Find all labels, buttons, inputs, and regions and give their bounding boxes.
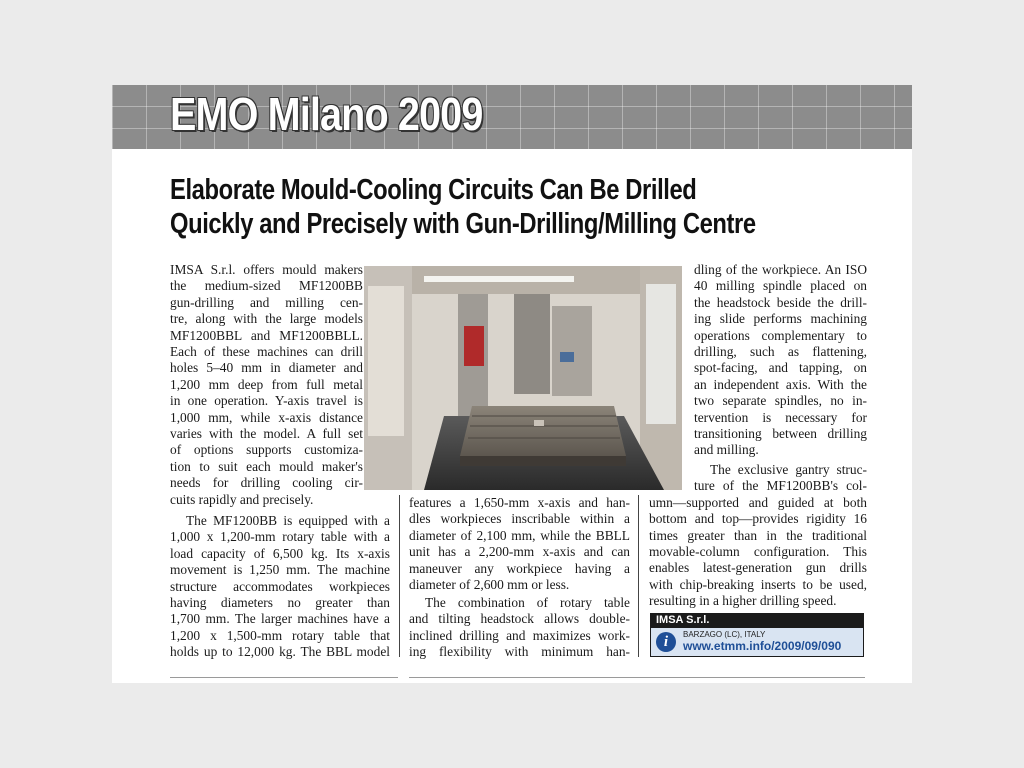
text-line: times greater than in the traditional	[649, 527, 867, 543]
text-line: gun-drilling and milling cen-	[170, 294, 363, 310]
text-line: features a 1,650-mm x-axis and han-	[409, 495, 630, 510]
text-line: resulting in a higher drilling speed.	[649, 593, 837, 609]
column-rule	[638, 495, 639, 657]
section-banner	[112, 85, 912, 149]
company-info-box	[650, 613, 864, 657]
col1-paragraph-1	[170, 262, 363, 508]
text-line: 1,200 mm deep from full metal	[170, 376, 363, 392]
text-line: ture of the MF1200BB's col-	[694, 478, 867, 494]
text-line: 1,700 mm. The larger machines have a	[170, 611, 390, 627]
info-box-body	[650, 628, 864, 657]
headline-line-1: Elaborate Mould-Cooling Circuits Can Be Drilled	[170, 174, 697, 206]
text-line: 40 milling spindle placed on	[694, 278, 867, 294]
company-name: IMSA S.r.l.	[650, 613, 864, 628]
banner-title: EMO Milano 2009	[170, 88, 483, 140]
text-line: structure accommodates workpieces	[170, 578, 390, 594]
text-line: Each of these machines can drill	[170, 344, 363, 360]
text-line: enables latest-generation gun drills	[649, 560, 867, 576]
text-line: dles workpieces inscribable within a	[409, 511, 630, 527]
text-line: IMSA S.r.l. offers mould makers	[170, 262, 363, 277]
text-line: and tilting headstock allows double-	[409, 611, 630, 627]
text-line: 1,000 mm, while x-axis distance	[170, 409, 363, 425]
col1-paragraph-2	[170, 513, 390, 661]
col2-paragraph-1	[409, 495, 630, 593]
text-line: The MF1200BB is equipped with a	[186, 513, 390, 528]
text-line: movable-column configuration. This	[649, 544, 867, 560]
col2-paragraph-2	[409, 595, 630, 661]
text-line: and milling.	[694, 442, 759, 458]
headline-line-2: Quickly and Precisely with Gun-Drilling/Milling Centre	[170, 208, 756, 240]
text-line: ing flexibility with minimum han-	[409, 644, 630, 660]
magazine-page	[112, 85, 912, 683]
text-line: diameter of 2,100 mm, while the BBLL	[409, 527, 630, 543]
text-line: tervention is necessary for	[694, 409, 867, 425]
text-line: varies with the model. A full set	[170, 426, 363, 442]
machine-photo	[364, 266, 682, 490]
text-line: in one operation. Y-axis travel is	[170, 393, 363, 409]
text-line: having diameters no greater than	[170, 595, 390, 611]
text-line: two separate spindles, no in-	[694, 393, 867, 409]
gun-drilling-machine-image	[364, 266, 682, 490]
column-rule	[399, 495, 400, 657]
text-line: transitioning between drilling	[694, 426, 867, 442]
col3-paragraph-2	[649, 462, 867, 610]
text-line: maneuver any workpiece having a	[409, 560, 630, 576]
text-line: drilling, such as flattening,	[694, 344, 867, 360]
text-line: tion to suit each mould maker's	[170, 458, 363, 474]
text-line: movement is 1,250 mm. The machine	[170, 562, 390, 578]
text-line: holes 5–40 mm in diameter and	[170, 360, 363, 376]
text-line: holds up to 12,000 kg. The BBL model	[170, 644, 390, 660]
text-line: 1,000 x 1,200-mm rotary table with a	[170, 529, 390, 545]
text-line: the medium-sized MF1200BB	[170, 278, 363, 294]
info-link[interactable]: www.etmm.info/2009/09/090	[683, 639, 842, 653]
text-line: umn—supported and guided at both	[649, 494, 867, 510]
text-line: with chip-breaking inserts to be used,	[649, 576, 867, 592]
text-line: inclined drilling and maximizes work-	[409, 627, 630, 643]
text-line: The exclusive gantry struc-	[710, 462, 867, 477]
text-line: operations complementary to	[694, 327, 867, 343]
text-line: bottom and top—provides rigidity 16	[649, 511, 867, 527]
info-icon: i	[656, 632, 676, 652]
text-line: ing slide performs machining	[694, 311, 867, 327]
text-line: cuits rapidly and precisely.	[170, 491, 314, 507]
text-line: The combination of rotary table	[425, 595, 630, 610]
text-line: needs for drilling cooling cir-	[170, 475, 363, 491]
text-line: dling of the workpiece. An ISO	[694, 262, 867, 277]
text-line: spot-facing, and tapping, on	[694, 360, 867, 376]
company-location: BARZAGO (LC), ITALY	[683, 630, 766, 639]
text-line: of options supports customiza-	[170, 442, 363, 458]
text-line: MF1200BBL and MF1200BBLL.	[170, 327, 363, 343]
bottom-rule	[409, 677, 865, 678]
text-line: the headstock beside the drill-	[694, 294, 867, 310]
bottom-rule	[170, 677, 398, 678]
text-line: unit has a 2,200-mm x-axis and can	[409, 544, 630, 560]
col3-paragraph-1	[694, 262, 867, 459]
text-line: diameter of 2,600 mm or less.	[409, 577, 570, 593]
text-line: 1,200 x 1,500-mm rotary table that	[170, 627, 390, 643]
text-line: load capacity of 6,500 kg. Its x-axis	[170, 545, 390, 561]
text-line: an independent axis. With the	[694, 376, 867, 392]
text-line: tre, along with the large models	[170, 311, 363, 327]
article-headline	[170, 173, 756, 241]
